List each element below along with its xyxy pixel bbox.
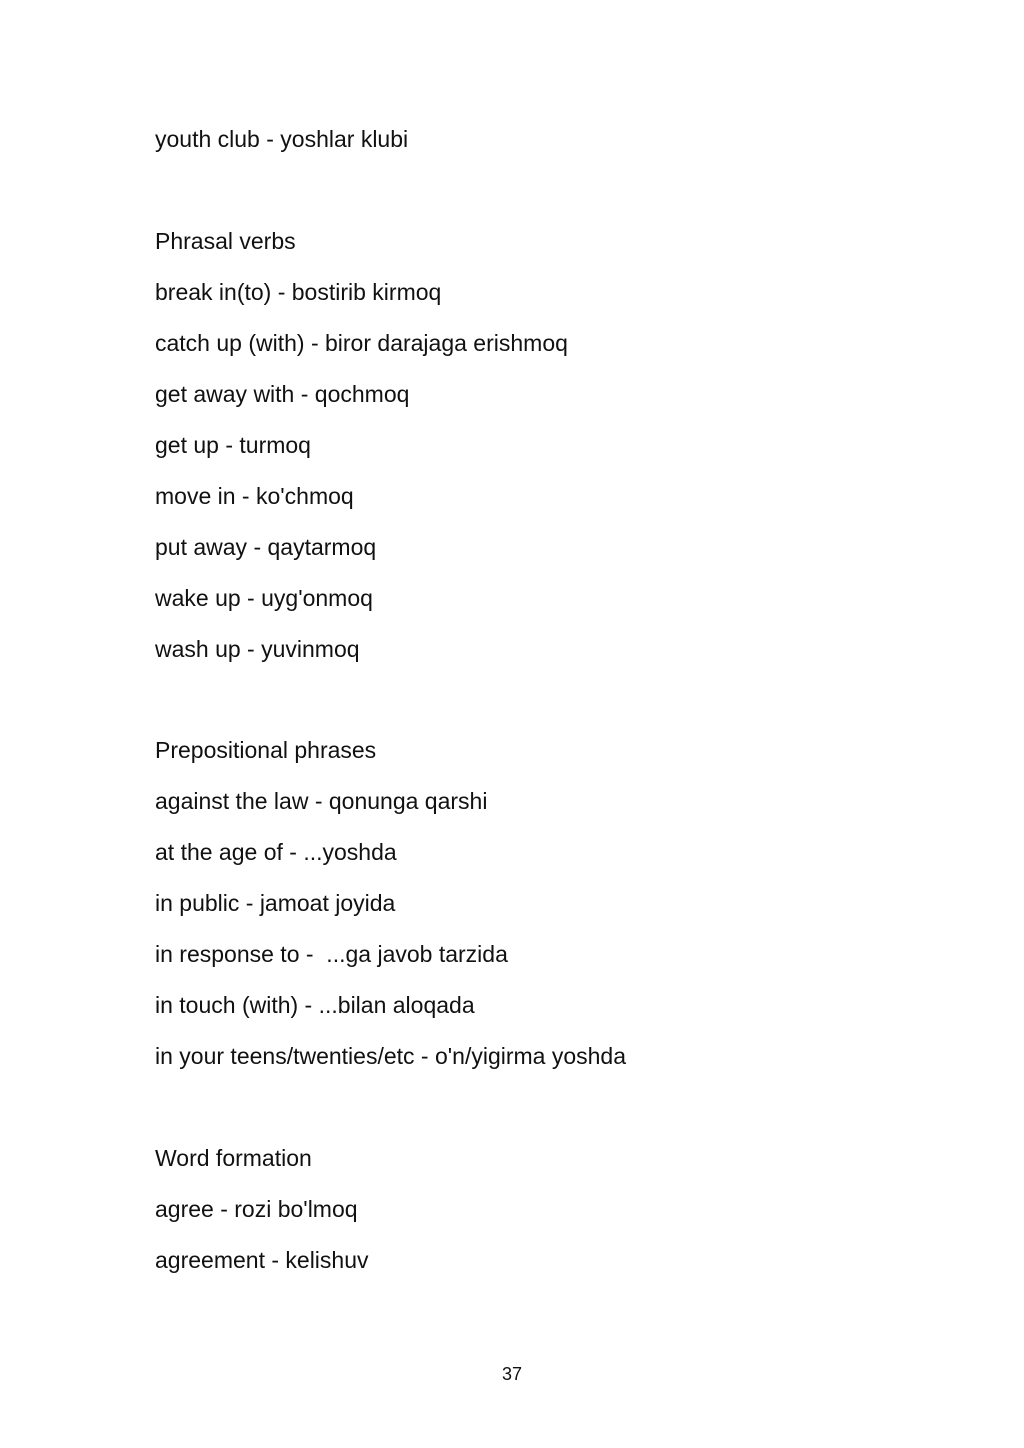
section-heading-prepositional-phrases: Prepositional phrases	[155, 737, 377, 763]
vocab-entry: move in - ko'chmoq	[155, 483, 354, 509]
section-heading-phrasal-verbs: Phrasal verbs	[155, 228, 296, 254]
page-number: 37	[501, 1364, 523, 1384]
vocab-entry: catch up (with) - biror darajaga erishmoq	[155, 330, 568, 356]
vocab-entry: agreement - kelishuv	[155, 1247, 369, 1273]
vocab-entry: wash up - yuvinmoq	[155, 636, 360, 662]
vocab-entry: in response to - ...ga javob tarzida	[155, 941, 508, 967]
vocab-entry: agree - rozi bo'lmoq	[155, 1196, 358, 1222]
vocab-entry: break in(to) - bostirib kirmoq	[155, 279, 442, 305]
vocab-entry: against the law - qonunga qarshi	[155, 788, 488, 814]
vocab-entry: wake up - uyg'onmoq	[155, 585, 373, 611]
vocab-entry: youth club - yoshlar klubi	[155, 126, 409, 152]
vocab-entry: get away with - qochmoq	[155, 381, 410, 407]
vocab-entry: in public - jamoat joyida	[155, 890, 396, 916]
vocab-entry: get up - turmoq	[155, 432, 311, 458]
section-heading-word-formation: Word formation	[155, 1145, 312, 1171]
vocab-entry: put away - qaytarmoq	[155, 534, 377, 560]
vocab-entry: in your teens/twenties/etc - o'n/yigirma yoshda	[155, 1043, 627, 1069]
vocab-entry: in touch (with) - ...bilan aloqada	[155, 992, 475, 1018]
vocab-entry: at the age of - ...yoshda	[155, 839, 397, 865]
